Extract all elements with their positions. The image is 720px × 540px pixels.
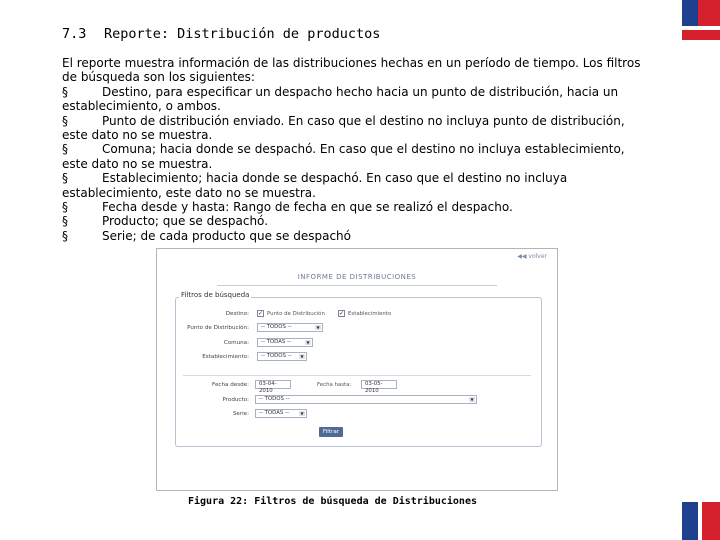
fecha-hasta-value: 03-05-2010 — [365, 381, 383, 394]
serie-select[interactable] — [255, 409, 307, 418]
chevron-down-icon: ▼ — [316, 325, 320, 330]
fecha-desde-value: 03-04-2010 — [259, 381, 277, 394]
comuna-label: Comuna: — [223, 340, 249, 346]
title-underline — [217, 285, 497, 286]
serie-select-value: -- TODAS -- — [259, 410, 289, 416]
bullet-marker: § — [62, 200, 68, 215]
producto-select-value: -- TODOS -- — [259, 396, 290, 402]
fecha-hasta-label: Fecha hasta: — [317, 382, 352, 388]
bullet-marker: § — [62, 113, 68, 128]
section-number: 7.3 — [62, 26, 87, 42]
bullet-text: Comuna; hacia donde se despachó. En caso que el destino no incluya establecimiento, — [102, 142, 625, 157]
punto-label: Punto de Distribución: — [187, 325, 249, 331]
filters-legend: Filtros de búsqueda — [181, 291, 250, 299]
paragraph-line: de búsqueda son los siguientes: — [62, 70, 255, 85]
chevron-down-icon: ▼ — [470, 397, 474, 402]
bullet-item — [62, 214, 662, 228]
bullet-item — [62, 200, 662, 214]
section-title: Reporte: Distribución de productos — [104, 26, 381, 42]
bullet-text: Producto; que se despachó. — [102, 214, 269, 229]
punto-select-value: -- TODOS -- — [261, 324, 292, 330]
bullet-marker: § — [62, 142, 68, 157]
bullet-item — [62, 229, 662, 243]
bullet-text: Serie; de cada producto que se despachó — [102, 228, 352, 243]
destino-establecimiento-checkbox[interactable]: ✓ — [339, 310, 345, 317]
destino-label: Destino: — [225, 311, 249, 317]
bullet-continuation: este dato no se muestra. — [62, 128, 213, 143]
section-divider — [183, 375, 531, 376]
bullet-continuation: establecimiento, o ambos. — [62, 99, 221, 114]
flag-blue-segment — [682, 0, 698, 26]
flag-red-segment — [702, 502, 720, 540]
bullet-item — [62, 171, 662, 185]
chevron-down-icon: ▼ — [306, 340, 310, 345]
destino-punto-label: Punto de Distribución — [267, 311, 325, 317]
establecimiento-select[interactable] — [257, 352, 307, 361]
bullet-continuation: establecimiento, este dato no se muestra. — [62, 185, 316, 200]
back-link[interactable] — [517, 253, 547, 260]
flag-red-segment — [682, 30, 720, 40]
back-link-label: volver — [528, 253, 547, 260]
filters-fieldset — [175, 297, 542, 447]
back-arrows-icon: ◀◀ — [517, 253, 529, 260]
punto-select[interactable] — [257, 323, 323, 332]
producto-select[interactable] — [255, 395, 477, 404]
bullet-item — [62, 114, 662, 128]
fecha-hasta-input[interactable] — [361, 380, 397, 394]
fecha-desde-label: Fecha desde: — [212, 382, 249, 388]
flag-blue-segment — [682, 502, 698, 540]
paragraph-line: El reporte muestra información de las distribuciones hechas en un período de tiempo. Los filtros — [62, 56, 641, 70]
embedded-screenshot — [156, 248, 558, 491]
flag-decoration — [682, 0, 720, 540]
producto-label: Producto: — [222, 397, 249, 403]
destino-punto-checkbox[interactable]: ✓ — [258, 310, 264, 317]
comuna-select-value: -- TODAS -- — [261, 339, 291, 345]
report-title: INFORME DE DISTRIBUCIONES — [297, 273, 417, 281]
bullet-marker: § — [62, 84, 68, 99]
serie-label: Serie: — [232, 411, 249, 417]
bullet-marker: § — [62, 171, 68, 186]
bullet-marker: § — [62, 228, 68, 243]
bullet-text: Fecha desde y hasta: Rango de fecha en que se realizó el despacho. — [102, 200, 513, 215]
bullet-item — [62, 142, 662, 156]
chevron-down-icon: ▼ — [300, 354, 304, 359]
bullet-text: Punto de distribución enviado. En caso que el destino no incluya punto de distribución, — [102, 113, 625, 128]
body-text — [62, 56, 662, 243]
bullet-continuation: este dato no se muestra. — [62, 156, 213, 171]
bullet-text: Establecimiento; hacia donde se despachó. En caso que el destino no incluya — [102, 171, 568, 186]
bullet-text: Destino, para especificar un despacho hecho hacia un punto de distribución, hacia un — [102, 84, 619, 99]
comuna-select[interactable] — [257, 338, 313, 347]
bullet-item — [62, 85, 662, 99]
fecha-desde-input[interactable] — [255, 380, 291, 394]
filter-button[interactable]: Filtrar — [319, 427, 343, 437]
establecimiento-label: Establecimiento: — [202, 354, 249, 360]
figure-caption: Figura 22: Filtros de búsqueda de Distribuciones — [188, 496, 477, 507]
destino-establecimiento-label: Establecimiento — [348, 311, 392, 317]
establecimiento-select-value: -- TODOS -- — [261, 353, 292, 359]
chevron-down-icon: ▼ — [300, 411, 304, 416]
bullet-marker: § — [62, 214, 68, 229]
